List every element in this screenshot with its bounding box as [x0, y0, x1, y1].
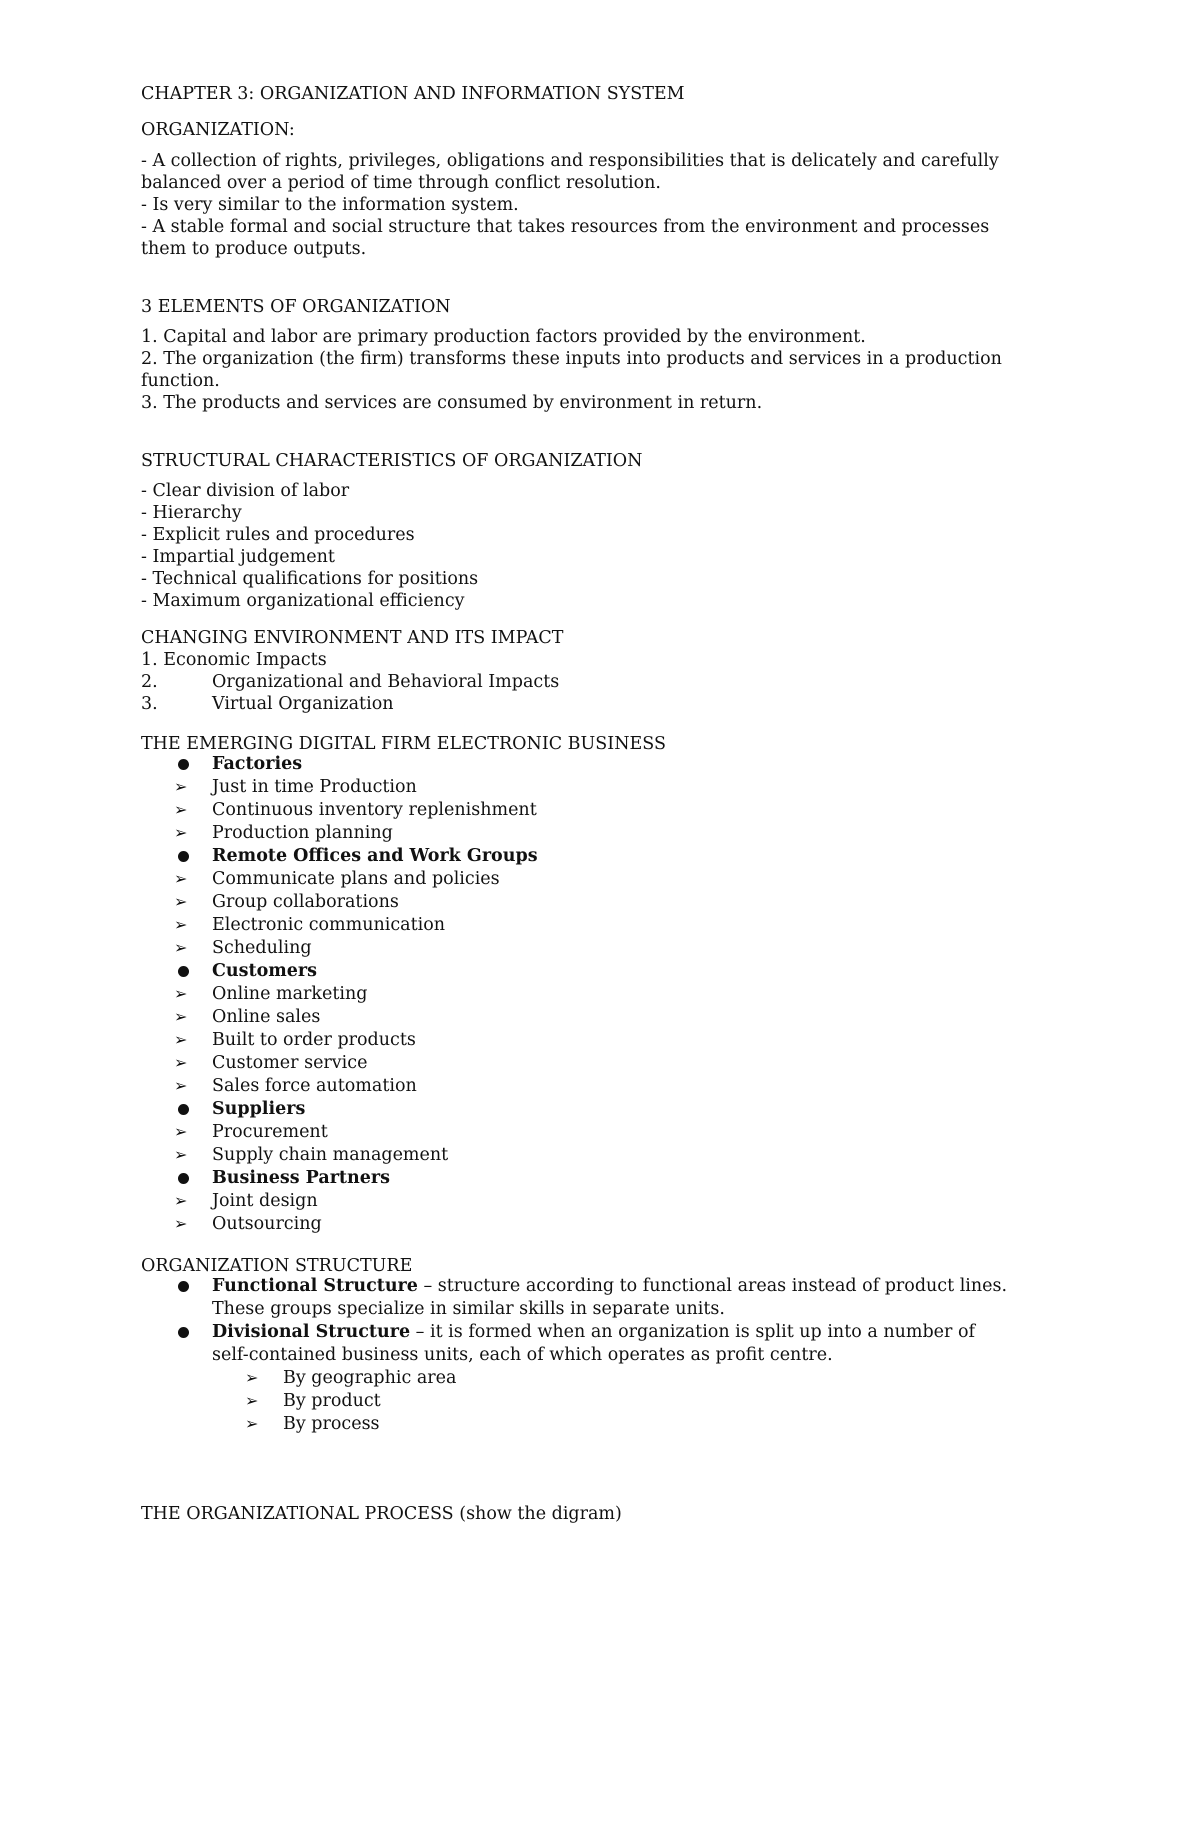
text-line: self-contained business units, each of which operates as profit centre. — [212, 1345, 833, 1365]
list-number: 2. — [141, 672, 158, 692]
arrow-bullet-icon: ➢ — [174, 1122, 188, 1141]
text-line: 1. Capital and labor are primary production factors provided by the environment. — [141, 327, 866, 347]
text-line: These groups specialize in similar skills in separate units. — [212, 1299, 725, 1319]
list-item: Supply chain management — [212, 1145, 449, 1165]
text-line: 3. The products and services are consumed by environment in return. — [141, 393, 763, 413]
arrow-bullet-icon: ➢ — [174, 823, 188, 842]
list-item: Communicate plans and policies — [212, 869, 500, 889]
list-item: Outsourcing — [212, 1214, 322, 1234]
list-item: Organizational and Behavioral Impacts — [212, 672, 560, 692]
list-item: By geographic area — [283, 1368, 457, 1388]
section-heading-org-structure: ORGANIZATION STRUCTURE — [141, 1256, 413, 1276]
arrow-bullet-icon: ➢ — [174, 1030, 188, 1049]
section-heading-organization: ORGANIZATION: — [141, 120, 295, 140]
group-title: Business Partners — [212, 1168, 390, 1188]
text-line: - Hierarchy — [141, 503, 242, 523]
list-item: Electronic communication — [212, 915, 446, 935]
section-heading-structural: STRUCTURAL CHARACTERISTICS OF ORGANIZATION — [141, 451, 643, 471]
text-line: - Explicit rules and procedures — [141, 525, 415, 545]
list-item: Just in time Production — [212, 777, 417, 797]
arrow-bullet-icon: ➢ — [245, 1391, 259, 1410]
bullet-icon — [178, 966, 189, 977]
arrow-bullet-icon: ➢ — [174, 777, 188, 796]
list-item: By product — [283, 1391, 381, 1411]
arrow-bullet-icon: ➢ — [174, 915, 188, 934]
group-title: Remote Offices and Work Groups — [212, 846, 538, 866]
text-line: balanced over a period of time through conflict resolution. — [141, 173, 661, 193]
bullet-icon — [178, 851, 189, 862]
text-line: - Is very similar to the information system. — [141, 195, 519, 215]
text-line: - Technical qualifications for positions — [141, 569, 479, 589]
arrow-bullet-icon: ➢ — [174, 1145, 188, 1164]
list-number: 3. — [141, 694, 158, 714]
term-description: – structure according to functional areas instead of product lines. — [417, 1276, 1008, 1296]
bullet-icon — [178, 1281, 189, 1292]
bullet-icon — [178, 1104, 189, 1115]
list-item: Production planning — [212, 823, 393, 843]
list-item: Scheduling — [212, 938, 312, 958]
section-heading-changing: CHANGING ENVIRONMENT AND ITS IMPACT — [141, 628, 564, 648]
list-item: Sales force automation — [212, 1076, 417, 1096]
bullet-icon — [178, 759, 189, 770]
list-item: Procurement — [212, 1122, 328, 1142]
term: Functional Structure — [212, 1276, 418, 1296]
text-line: - Maximum organizational efficiency — [141, 591, 465, 611]
arrow-bullet-icon: ➢ — [245, 1414, 259, 1433]
term: Divisional Structure — [212, 1322, 411, 1342]
text-line: - Impartial judgement — [141, 547, 335, 567]
arrow-bullet-icon: ➢ — [174, 1076, 188, 1095]
group-title: Customers — [212, 961, 317, 981]
list-item: Virtual Organization — [212, 694, 394, 714]
arrow-bullet-icon: ➢ — [174, 1191, 188, 1210]
list-item: Online sales — [212, 1007, 321, 1027]
section-heading-process: THE ORGANIZATIONAL PROCESS (show the digram) — [141, 1504, 622, 1524]
group-title: Suppliers — [212, 1099, 306, 1119]
arrow-bullet-icon: ➢ — [174, 892, 188, 911]
text-line: 2. The organization (the firm) transforms these inputs into products and services in a production — [141, 349, 1002, 369]
group-title: Factories — [212, 754, 303, 774]
text-line: function. — [141, 371, 220, 391]
list-item: Group collaborations — [212, 892, 399, 912]
section-heading-digital: THE EMERGING DIGITAL FIRM ELECTRONIC BUSINESS — [141, 734, 666, 754]
divisional-structure-line — [212, 1321, 975, 1343]
bullet-icon — [178, 1173, 189, 1184]
list-item: Built to order products — [212, 1030, 416, 1050]
arrow-bullet-icon: ➢ — [174, 1007, 188, 1026]
chapter-title: CHAPTER 3: ORGANIZATION AND INFORMATION SYSTEM — [141, 84, 685, 104]
arrow-bullet-icon: ➢ — [245, 1368, 259, 1387]
list-item: Continuous inventory replenishment — [212, 800, 537, 820]
arrow-bullet-icon: ➢ — [174, 1214, 188, 1233]
functional-structure-line — [212, 1275, 1007, 1297]
arrow-bullet-icon: ➢ — [174, 938, 188, 957]
arrow-bullet-icon: ➢ — [174, 800, 188, 819]
text-line: - Clear division of labor — [141, 481, 350, 501]
arrow-bullet-icon: ➢ — [174, 1053, 188, 1072]
list-item: Online marketing — [212, 984, 368, 1004]
text-line: 1. Economic Impacts — [141, 650, 327, 670]
list-item: Customer service — [212, 1053, 368, 1073]
bullet-icon — [178, 1327, 189, 1338]
list-item: Joint design — [212, 1191, 318, 1211]
term-description: – it is formed when an organization is split up into a number of — [410, 1322, 975, 1342]
arrow-bullet-icon: ➢ — [174, 869, 188, 888]
text-line: - A stable formal and social structure that takes resources from the environment and processes — [141, 217, 990, 237]
arrow-bullet-icon: ➢ — [174, 984, 188, 1003]
list-item: By process — [283, 1414, 380, 1434]
text-line: - A collection of rights, privileges, obligations and responsibilities that is delicately and carefully — [141, 151, 999, 171]
text-line: them to produce outputs. — [141, 239, 367, 259]
section-heading-elements: 3 ELEMENTS OF ORGANIZATION — [141, 297, 451, 317]
